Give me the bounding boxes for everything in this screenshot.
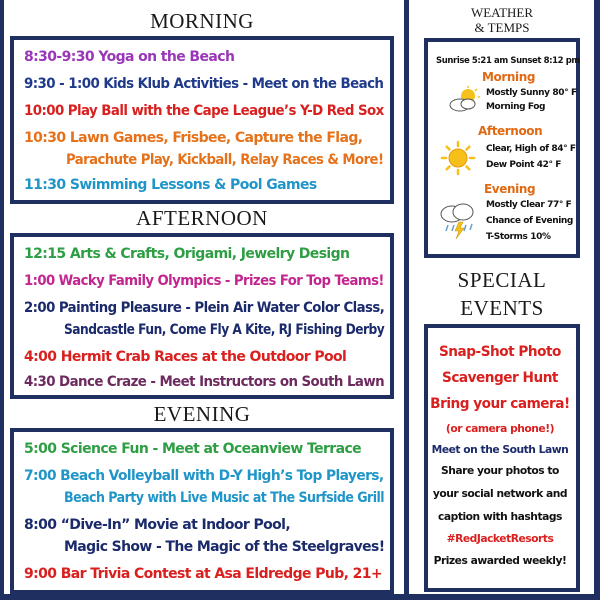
evening-heading: EVENING — [153, 402, 251, 426]
special-line-1: Snap-Shot Photo — [438, 344, 561, 360]
morning-line-5: Parachute Play, Kickball, Relay Races & More! — [66, 152, 384, 168]
weather-afternoon-line-1: Clear, High of 84° F — [486, 144, 576, 154]
special-line-3: Bring your camera! — [430, 396, 570, 412]
sun-times: Sunrise 5:21 am Sunset 8:12 pm — [436, 56, 580, 66]
evening-line-1: 5:00 Science Fun - Meet at Oceanview Terrace — [24, 441, 362, 457]
frame-left-edge — [0, 0, 4, 600]
afternoon-line-4: Sandcastle Fun, Come Fly A Kite, RJ Fishing Derby — [64, 322, 385, 338]
evening-line-5: Magic Show - The Magic of the Steelgraves! — [64, 539, 385, 555]
evening-box — [10, 428, 394, 594]
weather-box — [424, 38, 580, 258]
special-line-5: Meet on the South Lawn — [431, 443, 569, 456]
afternoon-box — [10, 233, 394, 399]
frame-right-edge — [594, 0, 600, 600]
special-hashtag: #RedJacketResorts — [446, 532, 554, 545]
frame-divider — [404, 0, 409, 600]
special-line-7: your social network and — [432, 487, 568, 500]
weather-evening-title: Evening — [484, 182, 536, 196]
evening-line-6: 9:00 Bar Trivia Contest at Asa Eldredge Pub, 21+ — [24, 566, 383, 582]
special-line-6: Share your photos to — [441, 464, 559, 477]
special-line-8: caption with hashtags — [438, 510, 562, 523]
afternoon-line-3: 2:00 Painting Pleasure - Plein Air Water Color Class, — [24, 300, 385, 316]
sun-icon — [440, 140, 476, 176]
evening-line-2: 7:00 Beach Volleyball with D-Y High’s Top Players, — [24, 468, 384, 484]
weather-morning-title: Morning — [482, 70, 536, 84]
morning-line-2: 9:30 - 1:00 Kids Klub Activities - Meet on the Beach — [24, 76, 384, 92]
weather-afternoon-title: Afternoon — [478, 124, 543, 138]
special-heading-line1: SPECIAL — [457, 268, 547, 292]
morning-line-6: 11:30 Swimming Lessons & Pool Games — [24, 177, 317, 193]
afternoon-line-1: 12:15 Arts & Crafts, Origami, Jewelry Design — [24, 246, 350, 262]
weather-evening-line-1: Mostly Clear 77° F — [486, 200, 572, 210]
special-line-4: (or camera phone!) — [445, 422, 555, 435]
special-events-box — [424, 324, 580, 592]
special-line-2: Scavenger Hunt — [441, 370, 558, 386]
special-line-10: Prizes awarded weekly! — [433, 554, 567, 567]
morning-box — [10, 36, 394, 204]
evening-line-3: Beach Party with Live Music at The Surfside Grill — [64, 490, 385, 506]
weather-heading-line1: WEATHER — [470, 5, 534, 20]
weather-morning-line-2: Morning Fog — [486, 102, 546, 112]
morning-line-3: 10:00 Play Ball with the Cape League’s Y-D Red Sox — [24, 103, 384, 119]
special-heading-line2: EVENTS — [460, 296, 544, 320]
morning-line-1: 8:30-9:30 Yoga on the Beach — [24, 49, 235, 65]
frame-bottom-edge — [0, 594, 600, 600]
afternoon-line-2: 1:00 Wacky Family Olympics - Prizes For Top Teams! — [24, 273, 384, 289]
weather-morning-line-1: Mostly Sunny 80° F — [486, 88, 577, 98]
partly-cloudy-icon — [448, 86, 482, 114]
morning-line-4: 10:30 Lawn Games, Frisbee, Capture the Flag, — [24, 130, 363, 146]
afternoon-line-6: 4:30 Dance Craze - Meet Instructors on South Lawn — [24, 374, 385, 390]
weather-heading-line2: & TEMPS — [474, 20, 530, 35]
evening-line-4: 8:00 “Dive-In” Movie at Indoor Pool, — [24, 517, 291, 533]
storm-cloud-icon — [438, 200, 478, 240]
weather-evening-line-2: Chance of Evening — [486, 216, 573, 226]
weather-evening-line-3: T-Storms 10% — [486, 232, 551, 242]
afternoon-line-5: 4:00 Hermit Crab Races at the Outdoor Pool — [24, 349, 347, 365]
weather-afternoon-line-2: Dew Point 42° F — [486, 160, 562, 170]
morning-heading: MORNING — [150, 9, 254, 33]
afternoon-heading: AFTERNOON — [136, 206, 268, 230]
